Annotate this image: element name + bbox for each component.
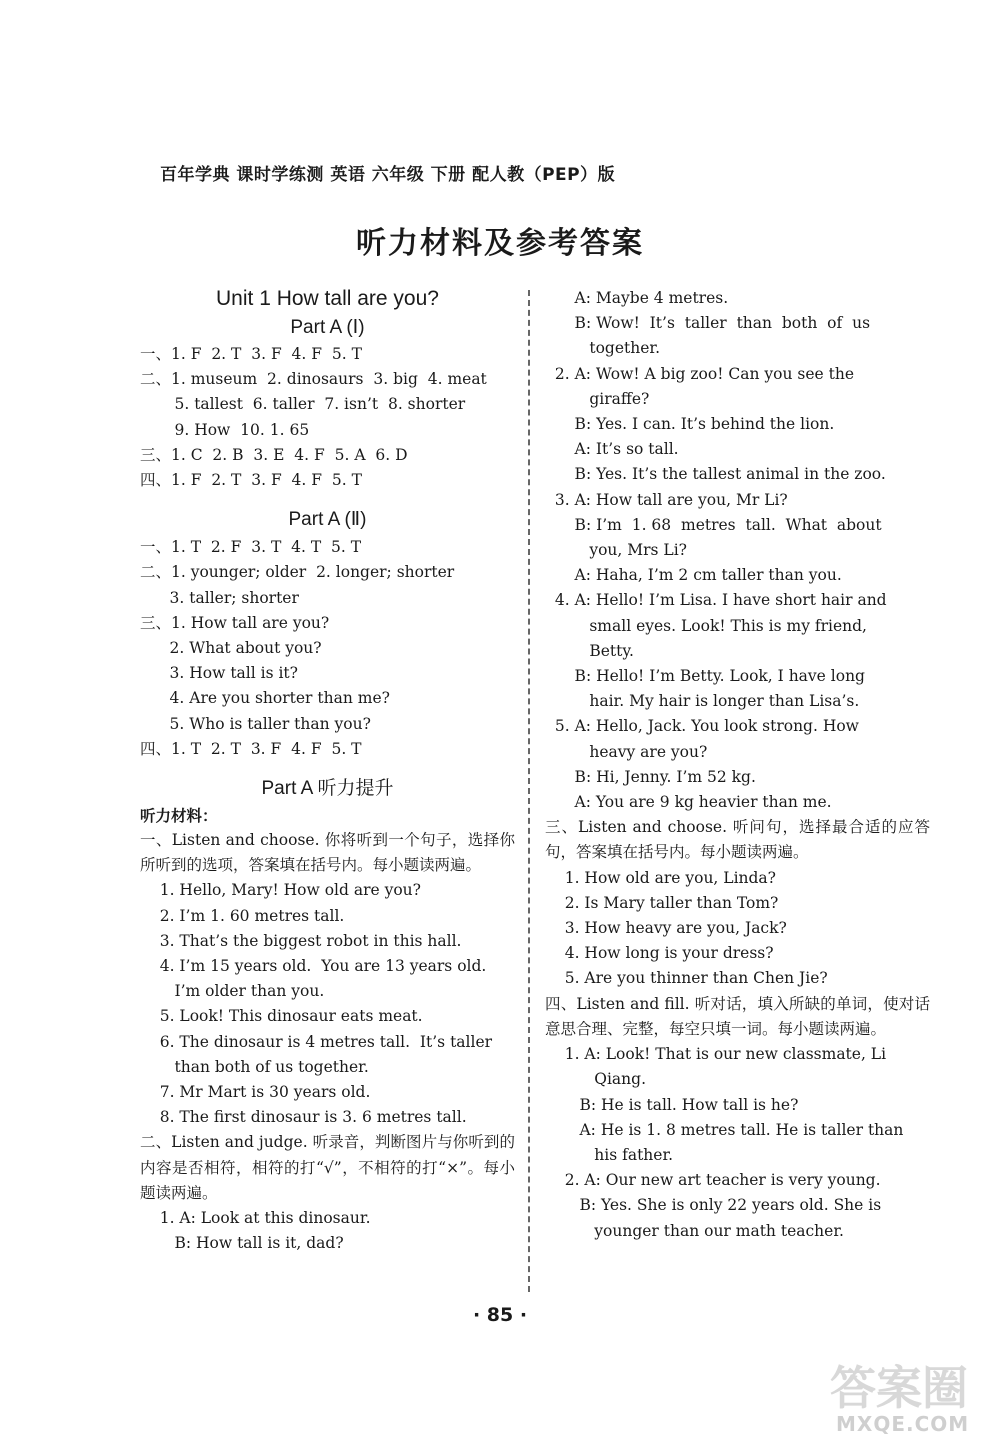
- text-line: A: Maybe 4 metres.: [545, 289, 729, 307]
- text-line: 4. Are you shorter than me?: [140, 689, 390, 708]
- text-line: 2. A: Our new art teacher is very young.: [545, 1171, 881, 1190]
- part-a3-title: Part A 听力提升: [261, 778, 394, 800]
- section3-instruction: 三、Listen and choose. 听问句，选择最合适的应答句，答案填在括号内。每小题读两遍。: [545, 818, 930, 862]
- text-line: 5. A: Hello, Jack. You look strong. How: [545, 717, 859, 736]
- section1-instruction: 一、Listen and choose. 你将听到一个句子，选择你所听到的选项，答案填在括号内。每小题读两遍。: [140, 831, 515, 875]
- text-line: I’m older than you.: [140, 982, 325, 1001]
- text-line: 9. How 10. 1. 65: [140, 420, 310, 439]
- text-line: giraffe?: [545, 389, 650, 408]
- text-line: B: Yes. It’s the tallest animal in the zoo.: [545, 465, 886, 484]
- section3-script: [545, 866, 930, 992]
- section4-instruction: 四、Listen and fill. 听对话，填入所缺的单词，使对话意思合理、完整，每空只填一词。每小题读两遍。: [545, 994, 930, 1038]
- text-line: 四、1. F 2. T 3. F 4. F 5. T: [140, 471, 362, 490]
- text-line: B: Yes. I can. It’s behind the lion.: [545, 415, 835, 434]
- text-line: 4. I’m 15 years old. You are 13 years old.: [140, 957, 487, 976]
- text-line: 1. A: Look at this dinosaur.: [140, 1209, 371, 1228]
- right-column: [545, 286, 930, 1244]
- text-line: B: He is tall. How tall is he?: [545, 1095, 799, 1114]
- text-line: B: How tall is it, dad?: [140, 1234, 344, 1253]
- text-line: 二、1. younger; older 2. longer; shorter: [140, 563, 455, 582]
- text-line: 3. How tall is it?: [140, 664, 298, 683]
- text-line: A: You are 9 kg heavier than me.: [545, 793, 832, 812]
- text-line: 8. The first dinosaur is 3. 6 metres tall.: [140, 1108, 467, 1127]
- text-line: 3. A: How tall are you, Mr Li?: [545, 490, 788, 509]
- text-line: B: Hi, Jenny. I’m 52 kg.: [545, 767, 756, 786]
- text-line: 2. I’m 1. 60 metres tall.: [140, 906, 345, 925]
- text-line: B: Hello! I’m Betty. Look, I have long: [545, 667, 865, 686]
- text-line: B: Wow! It’s taller than both of us: [545, 314, 871, 333]
- watermark-url: MXQE.COM: [836, 1412, 970, 1436]
- text-line: 5. Who is taller than you?: [140, 714, 371, 733]
- text-line: Qiang.: [545, 1070, 647, 1089]
- text-line: 一、1. T 2. F 3. T 4. T 5. T: [140, 538, 362, 557]
- text-line: 1. How old are you, Linda?: [545, 868, 776, 887]
- text-line: A: It’s so tall.: [545, 440, 679, 459]
- text-line: hair. My hair is longer than Lisa’s.: [545, 692, 860, 711]
- section4-script: [545, 1042, 930, 1244]
- text-line: 2. A: Wow! A big zoo! Can you see the: [545, 364, 855, 383]
- text-line: 5. Look! This dinosaur eats meat.: [140, 1007, 423, 1026]
- section2-instruction: 二、Listen and judge. 听录音，判断图片与你听到的内容是否相符，相符的打“√”，不相符的打“×”。每小题读两遍。: [140, 1133, 515, 1202]
- section1-script: [140, 878, 515, 1130]
- text-line: 5. Are you thinner than Chen Jie?: [545, 969, 828, 988]
- part-a1-answers: [140, 342, 515, 493]
- text-line: 4. A: Hello! I’m Lisa. I have short hair and: [545, 591, 887, 610]
- part-a1-title: Part A (Ⅰ): [290, 317, 365, 338]
- dialogue-script: [545, 286, 930, 815]
- material-label: 听力材料：: [140, 807, 218, 826]
- text-line: than both of us together.: [140, 1057, 369, 1076]
- text-line: small eyes. Look! This is my friend,: [545, 616, 867, 635]
- page-title: 听力材料及参考答案: [356, 226, 644, 261]
- text-line: 3. That’s the biggest robot in this hall.: [140, 931, 462, 950]
- text-line: 一、1. F 2. T 3. F 4. F 5. T: [140, 345, 362, 363]
- text-line: 三、1. How tall are you?: [140, 613, 330, 632]
- text-line: you, Mrs Li?: [545, 541, 687, 560]
- page-number: · 85 ·: [472, 1304, 528, 1326]
- text-line: B: I’m 1. 68 metres tall. What about: [545, 515, 882, 534]
- book-header: 百年学典 课时学练测 英语 六年级 下册 配人教（PEP）版: [160, 165, 616, 185]
- text-line: Betty.: [545, 641, 634, 660]
- left-column: [140, 284, 515, 1257]
- text-line: 二、1. museum 2. dinosaurs 3. big 4. meat: [140, 370, 487, 389]
- section2-script: [140, 1206, 515, 1256]
- text-line: 2. What about you?: [140, 639, 322, 658]
- watermark-text: 答案圈: [830, 1361, 968, 1415]
- text-line: B: Yes. She is only 22 years old. She is: [545, 1196, 882, 1215]
- text-line: A: He is 1. 8 metres tall. He is taller than: [545, 1120, 904, 1139]
- text-line: 5. tallest 6. taller 7. isn’t 8. shorter: [140, 395, 466, 414]
- text-line: 6. The dinosaur is 4 metres tall. It’s taller: [140, 1032, 493, 1051]
- text-line: 7. Mr Mart is 30 years old.: [140, 1083, 371, 1102]
- text-line: 四、1. T 2. T 3. F 4. F 5. T: [140, 739, 362, 758]
- watermark-logo: [830, 1352, 990, 1442]
- column-divider: [528, 290, 530, 1292]
- part-a2-answers: [140, 535, 515, 762]
- text-line: 4. How long is your dress?: [545, 944, 774, 963]
- text-line: 三、1. C 2. B 3. E 4. F 5. A 6. D: [140, 445, 408, 464]
- text-line: 1. A: Look! That is our new classmate, Li: [545, 1045, 887, 1064]
- text-line: 3. How heavy are you, Jack?: [545, 919, 787, 938]
- text-line: 1. Hello, Mary! How old are you?: [140, 881, 421, 900]
- text-line: heavy are you?: [545, 742, 708, 761]
- text-line: 3. taller; shorter: [140, 588, 299, 607]
- text-line: together.: [545, 339, 661, 358]
- unit-title: Unit 1 How tall are you?: [216, 287, 439, 310]
- part-a2-title: Part A (Ⅱ): [288, 509, 367, 531]
- text-line: 2. Is Mary taller than Tom?: [545, 893, 779, 912]
- text-line: younger than our math teacher.: [545, 1221, 844, 1240]
- text-line: A: Haha, I’m 2 cm taller than you.: [545, 566, 842, 585]
- text-line: his father.: [545, 1145, 674, 1164]
